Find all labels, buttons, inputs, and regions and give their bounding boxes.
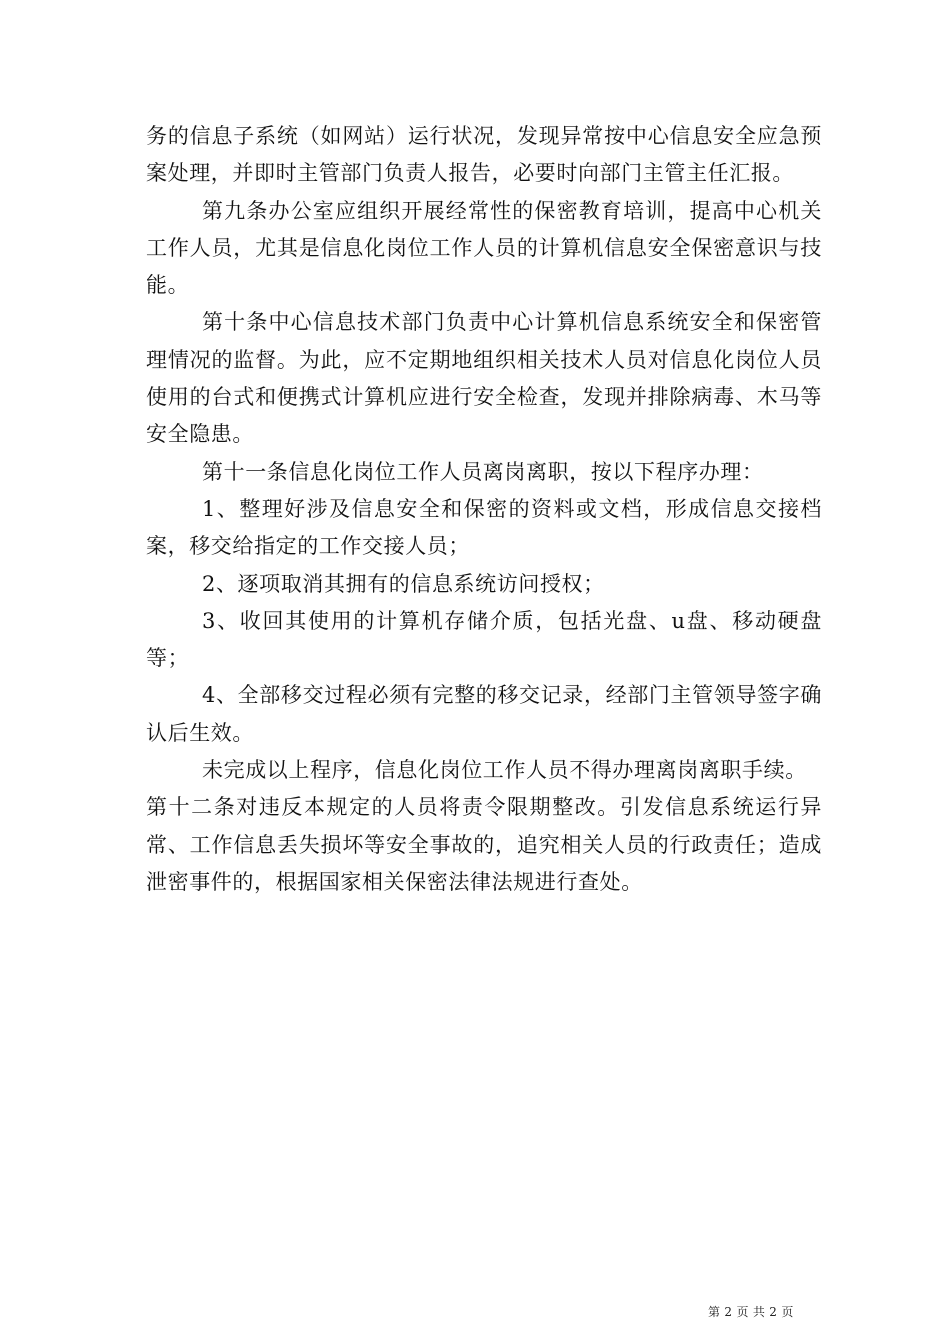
list-item-3: 3、收回其使用的计算机存储介质，包括光盘、u盘、移动硬盘等； (146, 608, 822, 671)
list-item-4: 4、全部移交过程必须有完整的移交记录，经部门主管领导签字确认后生效。 (146, 683, 822, 745)
paragraph-article-9: 第九条办公室应组织开展经常性的保密教育培训，提高中心机关工作人员，尤其是信息化岗位工作人员的计算机信息安全保密意识与技能。 (146, 198, 822, 298)
page-number-footer: 第 2 页 共 2 页 (708, 1305, 794, 1319)
paragraph-article-12: 第十二条对违反本规定的人员将责令限期整改。引发信息系统运行异常、工作信息丢失损坏等安全事故的，追究相关人员的行政责任；造成泄密事件的，根据国家相关保密法律法规进行查处。 (146, 795, 822, 894)
paragraph-continuation: 务的信息子系统（如网站）运行状况，发现异常按中心信息安全应急预案处理，并即时主管部门负责人报告，必要时向部门主管主任汇报。 (146, 124, 822, 186)
list-item-2: 2、逐项取消其拥有的信息系统访问授权； (202, 571, 605, 596)
paragraph-article-11: 第十一条信息化岗位工作人员离岗离职，按以下程序办理： (202, 459, 764, 484)
paragraph-procedure-note: 未完成以上程序，信息化岗位工作人员不得办理离岗离职手续。 (202, 758, 807, 783)
document-body (146, 118, 822, 901)
paragraph-article-10: 第十条中心信息技术部门负责中心计算机信息系统安全和保密管理情况的监督。为此，应不定期地组织相关技术人员对信息化岗位人员使用的台式和便携式计算机应进行安全检查，发现并排除病毒、木马等安全隐患。 (146, 310, 822, 447)
list-item-1: 1、整理好涉及信息安全和保密的资料或文档，形成信息交接档案，移交给指定的工作交接人员； (146, 496, 822, 559)
